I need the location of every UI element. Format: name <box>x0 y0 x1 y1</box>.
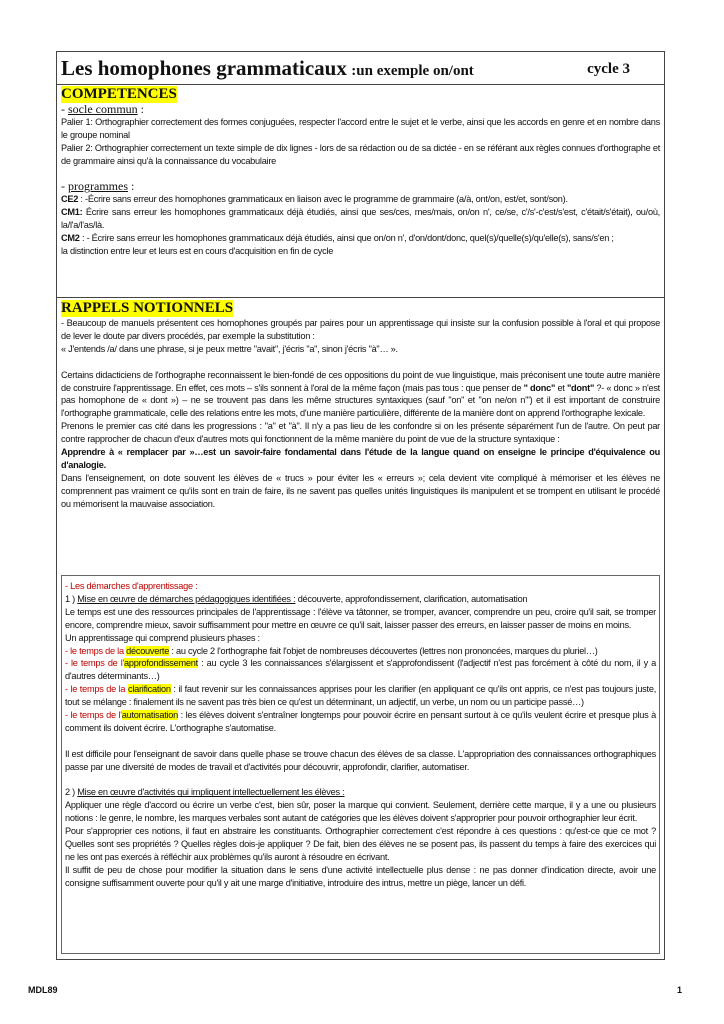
demarches-heading: - Les démarches d'apprentissage : <box>65 581 198 591</box>
phase-3-prefix: - le temps de la <box>65 684 128 695</box>
cm2-label: CM2 <box>61 233 80 244</box>
phase-4-keyword: automatisation <box>121 710 179 721</box>
section-demarches <box>65 580 656 890</box>
footer-author: MDL89 <box>28 985 58 995</box>
programmes-dash: - <box>61 179 68 194</box>
document-subtitle: :un exemple on/ont <box>351 63 474 79</box>
demarches-paragraph-4: Appliquer une règle d'accord ou écrire un verbe c'est, bien sûr, poser la marque qui convient. Seulement, derrière cette marque, il y a une ou plusieurs notions : le genre, le nombre, les marques verbales sont autant de catégories que les élèves doivent s'approprier pour pouvoir orthographier leur écrit. <box>65 800 656 824</box>
ce2-label: CE2 <box>61 194 79 205</box>
palier-2: Palier 2: Orthographier correctement un texte simple de dix lignes - lors de sa rédaction ou de sa dictée - en se référant aux règles connues d'orthographe et de grammaire ainsi qu'à la connaissance du vocabulaire <box>61 142 660 166</box>
palier-1: Palier 1: Orthographier correctement des formes conjuguées, respecter l'accord entre le sujet et le verbe, ainsi que les accords en genre et en nombre dans le groupe nominal <box>61 116 660 140</box>
divider-competences <box>57 297 664 298</box>
phase-2-keyword: approfondissement <box>124 658 198 669</box>
demarches-paragraph-1: Le temps est une des ressources principales de l'apprentissage : l'élève va tâtonner, se tromper, avancer, comprendre un peu, croire qu'il sait, se tromper encore, comprendre mieux, savoir suffisamment pour mettre en œuvre ce qu'il sait, laisser passer des erreurs, en laisser passer de moins en moins. <box>65 606 656 630</box>
document-title: Les homophones grammaticaux <box>61 56 347 80</box>
demarches-paragraph-2: Un apprentissage qui comprend plusieurs phases : <box>65 632 260 643</box>
phase-approfondissement <box>65 657 656 683</box>
rappels-p2-part-b: ?- « donc » n'est pas homophone de « dont ») – ne se trouvent pas dans les même structures syntaxiques (sauf "on" et "on ne/on n'") et il est important de construire l'orthographe grammaticale, celle des relations entre les mots, d'une manière particulière, différente de la manière dont on apprend l'orthographe lexicale. <box>61 382 660 419</box>
cm1-text: Écrire sans erreur les homophones grammaticaux déjà étudiés, ainsi que ses/ces, mes/mais, on/on n', ce/se, c'/s'-c'est/s'est, c'était/s'était), ou/où, la/l'a/l'as/là. <box>61 207 660 231</box>
demarches-paragraph-5: Pour s'approprier ces notions, il faut en abstraire les constituants. Orthographier correctement c'est répondre à ces questions : qu'est-ce que ce mot ? Quelles sont ses propriétés ? Quelles règles dois-je appliquer ? De fait, bien des élèves ne se posent pas, ils passent du temps à faire des exercices qui ne les ont pas exercés à réfléchir aux problèmes qu'ils auront à résoudre en écrivant. <box>65 826 656 862</box>
phase-4-text: : les élèves doivent s'entraîner longtemps pour pouvoir écrire en pensant surtout à ce qu'ils veulent écrire et presque plus à comment ils doivent écrire. L'orthographe s'automatise. <box>65 710 656 733</box>
phase-1-text: : au cycle 2 l'orthographe fait l'objet de nombreuses découvertes (lettres non prononcées, marques du pluriel…) <box>169 645 598 656</box>
programmes-label: programmes <box>68 179 128 194</box>
section-competences <box>61 86 660 258</box>
demarches-subsection-2 <box>65 786 656 799</box>
demarches-paragraph-6: Il suffit de peu de chose pour modifier la situation dans le sens d'une activité intellectuelle plus dense : ne pas donner d'indication directe, avoir une consigne suffisamment ouverte pour qu'il y ait une marge d'initiative, introduire des intrus, mettre un piège, lancer un défi. <box>65 864 656 888</box>
subsection-2-title: Mise en œuvre d'activités qui impliquent intellectuellement les élèves : <box>77 787 345 798</box>
socle-label: socle commun <box>68 102 138 116</box>
socle-dash: - <box>61 102 68 116</box>
rappels-paragraph-5: Dans l'enseignement, on dote souvent les élèves de « trucs » pour éviter les « erreurs »; cela devient vite compliqué à mémoriser et les élèves ne comprennent pas vraiment ce qu'ils sont en train de faire, ils ne savent pas quelles unités linguistiques ils manipulent et se trompent en utilisant le procédé ou mémorisent la mauvaise association. <box>61 472 660 509</box>
rappels-paragraph-3: Prenons le premier cas cité dans les progressions : "a" et "à". Il n'y a pas lieu de les confondre si on les présente séparément l'un de l'autre. On peut par contre rapprocher de chacun d'eux d'autres mots qui fonctionnent de la même manière du point de vue de la structure syntaxique : <box>61 421 660 445</box>
phase-3-keyword: clarification <box>127 684 171 695</box>
page-number: 1 <box>677 985 683 995</box>
cm1-line <box>61 206 660 232</box>
rappels-paragraph-1: - Beaucoup de manuels présentent ces homophones groupés par paires pour un apprentissage qui insiste sur la confusion possible à l'oral et qui propose de lever le doute par divers procédés, par exemple la substitution : <box>61 318 660 341</box>
phase-decouverte <box>65 645 656 658</box>
ce2-line <box>61 193 660 206</box>
demarches-paragraph-3: Il est difficile pour l'enseignant de savoir dans quelle phase se trouve chacun des élèves de sa classe. L'appropriation des connaissances orthographiques passe par une diversité de modes de travail et d'activités pour découvrir, approfondir, clarifier, automatiser. <box>65 748 656 772</box>
cm1-label: CM1: <box>61 207 83 218</box>
subsection-1-number: 1 ) <box>65 593 78 604</box>
programmes-colon: : <box>127 179 135 194</box>
cycle-label: cycle 3 <box>587 61 630 77</box>
subsection-1-rest: découverte, approfondissement, clarification, automatisation <box>295 593 528 604</box>
document-frame <box>56 51 665 960</box>
rappels-p2-et: et <box>555 382 567 393</box>
rappels-paragraph-1b: « J'entends /a/ dans une phrase, si je peux mettre "avait", j'écris "a", sinon j'écris "à"… ». <box>61 343 398 354</box>
socle-colon: : <box>137 102 144 116</box>
cm2-line <box>61 232 660 245</box>
phase-4-prefix: - le temps de l' <box>65 710 122 721</box>
title-row <box>61 56 660 84</box>
rappels-p2-donc: " donc" <box>523 382 556 393</box>
rappels-paragraph-2 <box>61 369 660 421</box>
ce2-text: : -Écrire sans erreur des homophones grammaticaux en liaison avec le programme de grammaire (a/à, ont/on, est/et, sont/son). <box>78 194 568 205</box>
phase-3-text: : il faut revenir sur les connaissances apprises pour les clarifier (en appliquant ce qu'ils ont appris, ce n'est pas toujours juste, tout se mélange : finalement ils ne savent pas très bien ce qu'est un déterminant, un adjectif, un verbe, un nom ou un participe passé…) <box>65 684 656 708</box>
rappels-p2-dont: "dont" <box>566 382 595 393</box>
rappels-heading: RAPPELS NOTIONNELS <box>61 300 234 316</box>
phase-1-keyword: découverte <box>126 645 170 656</box>
subsection-1-title: Mise en œuvre de démarches pédagogiques identifiées : <box>77 593 296 604</box>
competences-heading: COMPETENCES <box>61 86 177 102</box>
subsection-2-number: 2 ) <box>65 787 78 798</box>
phase-automatisation <box>65 709 656 735</box>
cm2-text: : - Écrire sans erreur les homophones grammaticaux déjà étudiés, ainsi que on/on n', d'on/dont/donc, quel(s)/quelle(s)/qu'elle(s), sans/s'en ; <box>79 233 614 244</box>
phase-clarification <box>65 683 656 709</box>
rappels-paragraph-4: Apprendre à « remplacer par »…est un savoir-faire fondamental dans l'étude de la langue quand on enseigne le principe d'équivalence ou d'analogie. <box>61 447 660 470</box>
section-rappels <box>61 300 660 511</box>
programmes-line <box>61 180 660 193</box>
divider-title <box>57 84 664 85</box>
phase-2-text: : au cycle 3 les connaissances s'élargissent et s'approfondissent (l'adjectif n'est pas forcément à côté du nom, il y a d'autres déterminants…) <box>65 658 656 682</box>
phase-1-prefix: - le temps de la <box>65 645 127 656</box>
phase-2-prefix: - le temps de l' <box>65 658 125 669</box>
socle-line <box>61 103 660 116</box>
cm2-line-2: la distinction entre leur et leurs est en cours d'acquisition en fin de cycle <box>61 245 334 256</box>
rappels-p2-part-a: Certains didacticiens de l'orthographe reconnaissent le bien-fondé de ces oppositions du point de vue linguistique, mais préconisent une toute autre manière de construire l'apprentissage. En effet, ces mots – s'ils sonnent à l'oral de la même façon (mais pas tous : que penser de <box>61 369 660 393</box>
demarches-subsection-1 <box>65 593 656 606</box>
